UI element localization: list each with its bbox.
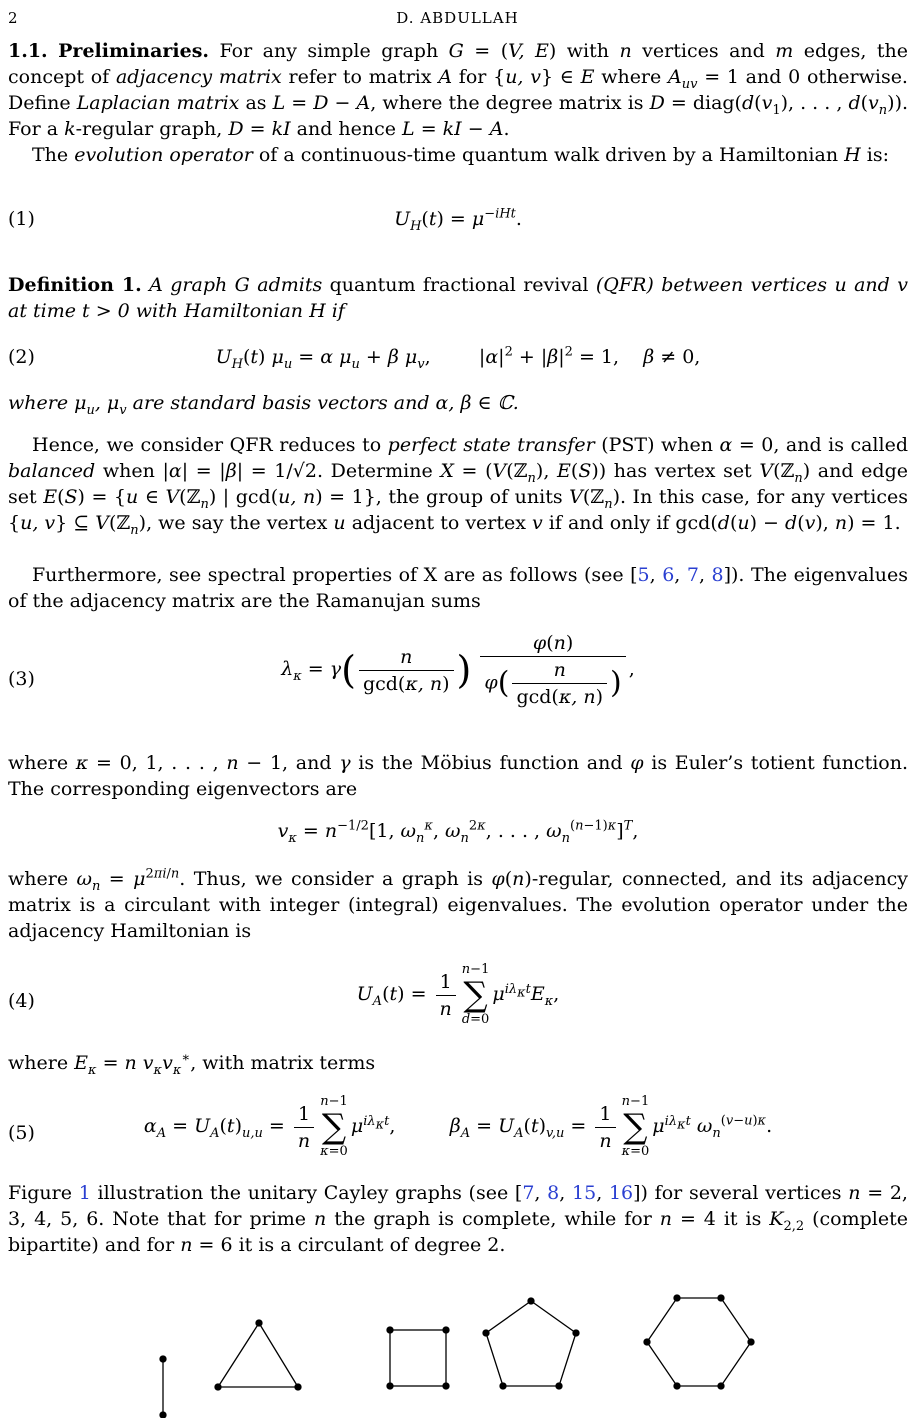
definition-text-c: (QFR) between vertices u and v at time t > 0 with Hamiltonian H if [8, 274, 908, 322]
citation-15[interactable]: 15 [572, 1182, 597, 1204]
definition-after: where $\mu_u$, $\mu_v$ are standard basis vectors and α, β ∈ ℂ. [8, 392, 519, 418]
figure-1-link[interactable]: 1 [78, 1182, 91, 1204]
equation-1-body: $U_H(t) = \mu^{-iHt}$. [394, 206, 522, 234]
equation-1-label: (1) [8, 208, 35, 230]
equation-3-label: (3) [8, 668, 35, 690]
spectral-paragraph: Furthermore, see spectral properties of X are as follows (see [5, 6, 7, 8]). The eigenvalues of the adjacency matrix are the Ramanujan sums [8, 564, 908, 612]
equation-3-body: $\lambda_\kappa = \gamma$( $\frac{n}{\gcd(\kappa, n)}$ ) φ(n) φ( $\frac{n}{\gcd(\kappa, n)}$ ) , [281, 632, 635, 708]
eigenvector-body: $v_\kappa = n^{-1/2}[1$, $\omega_n^\kappa$, $\omega_n^{2\kappa}$, . . . , $\omega_n^{(n-1)\kappa}]^T$, [277, 818, 639, 846]
figure-reference-paragraph: Figure 1 illustration the unitary Cayley graphs (see [7, 8, 15, 16]) for several vertices n = 2, 3, 4, 5, 6. Note that for prime n the graph is complete, while for n = 4 it is $K_{2,2}$ (complete bipartite) and for n = 6 it is a circulant of degree 2. [8, 1182, 908, 1256]
citation-6[interactable]: 6 [662, 564, 675, 586]
definition-term: quantum fractional revival [329, 274, 589, 296]
equation-4 [8, 950, 908, 1040]
equation-5-label: (5) [8, 1122, 35, 1144]
citation-8[interactable]: 8 [711, 564, 724, 586]
graph-n4 [387, 1327, 449, 1389]
equation-3 [8, 620, 908, 740]
matrix-terms-paragraph: where $E_\kappa = n$ $v_\kappa v_\kappa^∗$, with matrix terms [8, 1050, 376, 1078]
equation-2-label: (2) [8, 346, 35, 368]
equation-2-body: $U_H(t) \mu_u = \alpha$ $\mu_u + \beta$ $\mu_v$, $|\alpha|^2 + |\beta|^2 = 1$, β ≠ 0, [215, 344, 701, 372]
definition-text-a: A graph G admits [149, 274, 323, 296]
cayley-graphs-figure [0, 1240, 915, 1418]
evolution-paragraph: The evolution operator of a continuous-time quantum walk driven by a Hamiltonian H is: [32, 144, 889, 166]
running-author: D. ABDULLAH [396, 9, 519, 27]
equation-5 [8, 1082, 908, 1172]
citation-8b[interactable]: 8 [547, 1182, 560, 1204]
circulant-paragraph: where $\omega_n = \mu^{2\pi i/n}$. Thus, we consider a graph is φ(n)-regular, connected, and its adjacency matrix is a circulant with integer (integral) eigenvalues. The evolution operator under the adjacency Hamiltonian is [8, 866, 908, 942]
page-header [8, 5, 907, 27]
citation-7[interactable]: 7 [686, 564, 699, 586]
graph-n2 [160, 1356, 166, 1418]
equation-4-label: (4) [8, 990, 35, 1012]
section-number: 1.1. [8, 40, 48, 62]
preliminaries-paragraph: 1.1. Preliminaries. For any simple graph G = (V, E) with n vertices and m edges, the concept of adjacency matrix refer to matrix A for {u, v} ∈ E where $A_{uv} = 1$ and 0 otherwise. Define Laplacian matrix as L = D − A, where the degree matrix is $D = diag(d(v_1)$, . . . , $d(v_n)$). For a k-regular graph, D = kI and hence L = kI − A. [8, 40, 909, 140]
page-number: 2 [8, 9, 18, 27]
equation-5-body: $\alpha_A = U_A(t)_{u,u}$ = $\frac{1}{n}$ n−1 ∑ κ=0 $\mu^{i\lambda_\kappa t}$, $\beta_A = U_A(t)_{v,u}$ = $\frac{1}{n}$ n−1 ∑ κ=0 $\mu^{i\lambda_\kappa t}$ $\omega_n^{(v-u)\kappa}$. [143, 1094, 773, 1159]
qfr-paragraph: Hence, we consider QFR reduces to perfect state transfer (PST) when α = 0, and is called balanced when |α| = |β| = 1/√2. Determine X = (V(ℤ$_n$), E(S)) has vertex set V(ℤ$_n$) and edge set E(S) = {u ∈ V(ℤ$_n$) | gcd(u, n) = 1}, the group of units V(ℤ$_n$). In this case, for any vertices {u, v} ⊆ V(ℤ$_n$), we say the vertex u adjacent to vertex v if and only if gcd(d(u) − d(v), n) = 1. [8, 434, 908, 538]
graph-n5 [483, 1298, 579, 1389]
mobius-paragraph: where κ = 0, 1, . . . , n − 1, and γ is the Möbius function and φ is Euler’s totient function. The corresponding eigenvectors are [8, 752, 908, 800]
definition-head: Definition 1. [8, 274, 142, 296]
definition-1 [8, 272, 908, 324]
section-title: Preliminaries. [58, 40, 210, 62]
citation-16[interactable]: 16 [608, 1182, 634, 1204]
graph-n6 [644, 1295, 754, 1389]
graph-n3 [215, 1320, 301, 1390]
equation-4-body: $U_A(t)$ = $\frac{1}{n}$ n−1 ∑ d=0 $\mu^{i\lambda_\kappa t}E_\kappa$, [356, 962, 560, 1027]
citation-5[interactable]: 5 [637, 564, 650, 586]
citation-7b[interactable]: 7 [522, 1182, 535, 1204]
